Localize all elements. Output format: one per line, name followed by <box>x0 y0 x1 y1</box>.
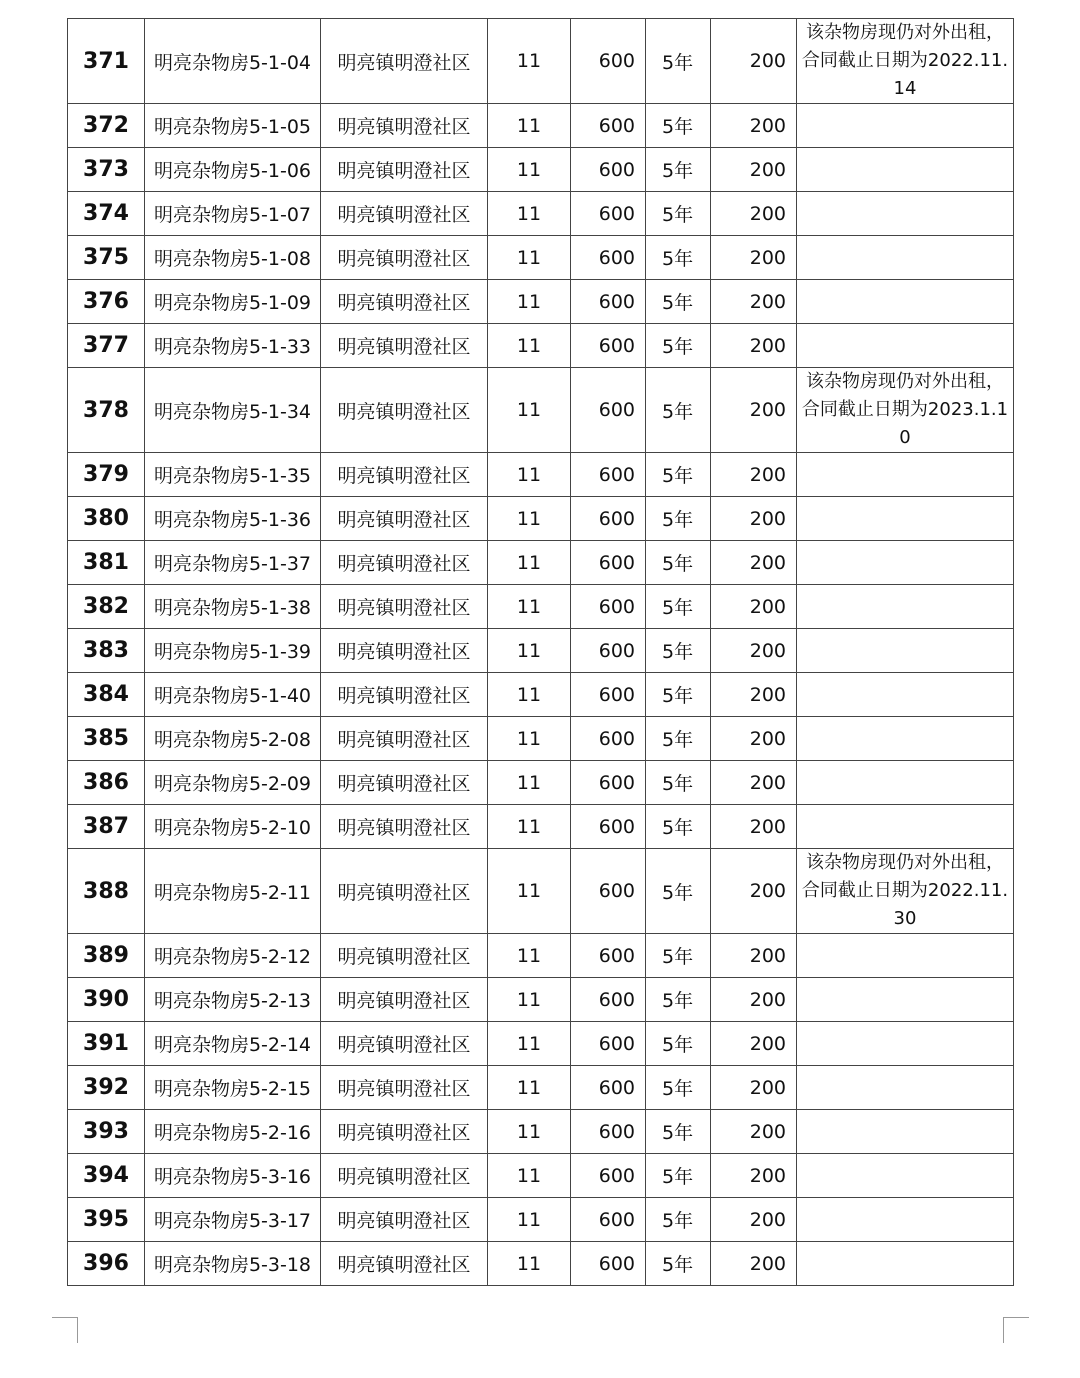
row-number-cell: 386 <box>68 761 145 805</box>
note-cell <box>797 805 1014 849</box>
row-number-cell: 378 <box>68 368 145 453</box>
deposit-cell: 200 <box>711 717 797 761</box>
location-cell: 明亮镇明澄社区 <box>321 1022 488 1066</box>
note-cell <box>797 585 1014 629</box>
area-cell: 11 <box>488 453 571 497</box>
row-number-cell: 380 <box>68 497 145 541</box>
lease-term-cell: 5年 <box>646 324 711 368</box>
lease-term-cell: 5年 <box>646 805 711 849</box>
room-name-cell: 明亮杂物房5-1-08 <box>145 236 321 280</box>
area-cell: 11 <box>488 236 571 280</box>
note-cell <box>797 104 1014 148</box>
row-number-cell: 392 <box>68 1066 145 1110</box>
location-cell: 明亮镇明澄社区 <box>321 1242 488 1286</box>
note-cell <box>797 1154 1014 1198</box>
lease-term-cell: 5年 <box>646 453 711 497</box>
row-number-cell: 372 <box>68 104 145 148</box>
deposit-cell: 200 <box>711 104 797 148</box>
room-name-cell: 明亮杂物房5-1-07 <box>145 192 321 236</box>
price-cell: 600 <box>571 1154 646 1198</box>
note-cell <box>797 1110 1014 1154</box>
deposit-cell: 200 <box>711 1198 797 1242</box>
note-cell <box>797 717 1014 761</box>
row-number-cell: 388 <box>68 849 145 934</box>
location-cell: 明亮镇明澄社区 <box>321 978 488 1022</box>
note-cell <box>797 1022 1014 1066</box>
lease-term-cell: 5年 <box>646 192 711 236</box>
price-cell: 600 <box>571 541 646 585</box>
room-name-cell: 明亮杂物房5-1-35 <box>145 453 321 497</box>
area-cell: 11 <box>488 148 571 192</box>
price-cell: 600 <box>571 849 646 934</box>
deposit-cell: 200 <box>711 453 797 497</box>
note-cell <box>797 192 1014 236</box>
area-cell: 11 <box>488 497 571 541</box>
row-number-cell: 379 <box>68 453 145 497</box>
area-cell: 11 <box>488 1066 571 1110</box>
area-cell: 11 <box>488 324 571 368</box>
lease-term-cell: 5年 <box>646 585 711 629</box>
area-cell: 11 <box>488 541 571 585</box>
room-name-cell: 明亮杂物房5-1-40 <box>145 673 321 717</box>
row-number-cell: 375 <box>68 236 145 280</box>
table-row <box>68 453 1014 497</box>
location-cell: 明亮镇明澄社区 <box>321 629 488 673</box>
table-row <box>68 1066 1014 1110</box>
price-cell: 600 <box>571 1110 646 1154</box>
room-name-cell: 明亮杂物房5-1-37 <box>145 541 321 585</box>
deposit-cell: 200 <box>711 1154 797 1198</box>
location-cell: 明亮镇明澄社区 <box>321 673 488 717</box>
room-name-cell: 明亮杂物房5-1-04 <box>145 19 321 104</box>
location-cell: 明亮镇明澄社区 <box>321 19 488 104</box>
table-row <box>68 368 1014 453</box>
row-number-cell: 385 <box>68 717 145 761</box>
row-number-cell: 387 <box>68 805 145 849</box>
price-cell: 600 <box>571 1022 646 1066</box>
area-cell: 11 <box>488 978 571 1022</box>
row-number-cell: 383 <box>68 629 145 673</box>
area-cell: 11 <box>488 1022 571 1066</box>
price-cell: 600 <box>571 934 646 978</box>
note-cell <box>797 1242 1014 1286</box>
area-cell: 11 <box>488 19 571 104</box>
row-number-cell: 389 <box>68 934 145 978</box>
note-cell <box>797 324 1014 368</box>
note-cell <box>797 236 1014 280</box>
room-name-cell: 明亮杂物房5-2-11 <box>145 849 321 934</box>
lease-term-cell: 5年 <box>646 148 711 192</box>
deposit-cell: 200 <box>711 849 797 934</box>
room-name-cell: 明亮杂物房5-2-15 <box>145 1066 321 1110</box>
table-row <box>68 19 1014 104</box>
deposit-cell: 200 <box>711 934 797 978</box>
table-row <box>68 805 1014 849</box>
lease-term-cell: 5年 <box>646 368 711 453</box>
deposit-cell: 200 <box>711 541 797 585</box>
location-cell: 明亮镇明澄社区 <box>321 280 488 324</box>
table-row <box>68 849 1014 934</box>
table-row <box>68 1154 1014 1198</box>
location-cell: 明亮镇明澄社区 <box>321 1198 488 1242</box>
row-number-cell: 376 <box>68 280 145 324</box>
room-name-cell: 明亮杂物房5-1-33 <box>145 324 321 368</box>
lease-term-cell: 5年 <box>646 1198 711 1242</box>
note-cell <box>797 280 1014 324</box>
price-cell: 600 <box>571 1066 646 1110</box>
lease-term-cell: 5年 <box>646 104 711 148</box>
lease-term-cell: 5年 <box>646 497 711 541</box>
lease-term-cell: 5年 <box>646 1110 711 1154</box>
location-cell: 明亮镇明澄社区 <box>321 104 488 148</box>
lease-term-cell: 5年 <box>646 541 711 585</box>
price-cell: 600 <box>571 280 646 324</box>
note-cell: 该杂物房现仍对外出租，合同截止日期为2023.1.10 <box>797 368 1014 453</box>
deposit-cell: 200 <box>711 19 797 104</box>
price-cell: 600 <box>571 104 646 148</box>
deposit-cell: 200 <box>711 192 797 236</box>
room-name-cell: 明亮杂物房5-3-17 <box>145 1198 321 1242</box>
deposit-cell: 200 <box>711 368 797 453</box>
table-row <box>68 585 1014 629</box>
location-cell: 明亮镇明澄社区 <box>321 236 488 280</box>
area-cell: 11 <box>488 1110 571 1154</box>
price-cell: 600 <box>571 978 646 1022</box>
note-cell <box>797 541 1014 585</box>
note-cell: 该杂物房现仍对外出租，合同截止日期为2022.11.30 <box>797 849 1014 934</box>
room-name-cell: 明亮杂物房5-1-34 <box>145 368 321 453</box>
room-name-cell: 明亮杂物房5-1-05 <box>145 104 321 148</box>
deposit-cell: 200 <box>711 497 797 541</box>
location-cell: 明亮镇明澄社区 <box>321 453 488 497</box>
price-cell: 600 <box>571 19 646 104</box>
room-name-cell: 明亮杂物房5-1-38 <box>145 585 321 629</box>
deposit-cell: 200 <box>711 1110 797 1154</box>
note-cell <box>797 148 1014 192</box>
table-row <box>68 497 1014 541</box>
room-name-cell: 明亮杂物房5-1-06 <box>145 148 321 192</box>
note-cell <box>797 629 1014 673</box>
deposit-cell: 200 <box>711 280 797 324</box>
row-number-cell: 384 <box>68 673 145 717</box>
row-number-cell: 390 <box>68 978 145 1022</box>
lease-term-cell: 5年 <box>646 19 711 104</box>
deposit-cell: 200 <box>711 585 797 629</box>
table-row <box>68 717 1014 761</box>
table-row <box>68 148 1014 192</box>
price-cell: 600 <box>571 717 646 761</box>
table-row <box>68 324 1014 368</box>
row-number-cell: 371 <box>68 19 145 104</box>
deposit-cell: 200 <box>711 761 797 805</box>
note-cell <box>797 761 1014 805</box>
price-cell: 600 <box>571 324 646 368</box>
room-name-cell: 明亮杂物房5-2-16 <box>145 1110 321 1154</box>
row-number-cell: 393 <box>68 1110 145 1154</box>
area-cell: 11 <box>488 805 571 849</box>
price-cell: 600 <box>571 585 646 629</box>
note-cell <box>797 453 1014 497</box>
area-cell: 11 <box>488 934 571 978</box>
note-cell <box>797 1198 1014 1242</box>
area-cell: 11 <box>488 761 571 805</box>
location-cell: 明亮镇明澄社区 <box>321 1110 488 1154</box>
table-row <box>68 541 1014 585</box>
row-number-cell: 391 <box>68 1022 145 1066</box>
location-cell: 明亮镇明澄社区 <box>321 805 488 849</box>
table-row <box>68 1242 1014 1286</box>
deposit-cell: 200 <box>711 1066 797 1110</box>
room-name-cell: 明亮杂物房5-1-36 <box>145 497 321 541</box>
room-name-cell: 明亮杂物房5-3-18 <box>145 1242 321 1286</box>
note-cell <box>797 673 1014 717</box>
deposit-cell: 200 <box>711 978 797 1022</box>
table-row <box>68 934 1014 978</box>
lease-term-cell: 5年 <box>646 761 711 805</box>
price-cell: 600 <box>571 368 646 453</box>
room-name-cell: 明亮杂物房5-1-39 <box>145 629 321 673</box>
area-cell: 11 <box>488 1242 571 1286</box>
room-name-cell: 明亮杂物房5-2-10 <box>145 805 321 849</box>
location-cell: 明亮镇明澄社区 <box>321 717 488 761</box>
note-cell <box>797 1066 1014 1110</box>
lease-term-cell: 5年 <box>646 849 711 934</box>
location-cell: 明亮镇明澄社区 <box>321 497 488 541</box>
area-cell: 11 <box>488 192 571 236</box>
row-number-cell: 396 <box>68 1242 145 1286</box>
deposit-cell: 200 <box>711 324 797 368</box>
area-cell: 11 <box>488 1198 571 1242</box>
price-cell: 600 <box>571 1198 646 1242</box>
page-corner-mark-left <box>52 1317 78 1343</box>
location-cell: 明亮镇明澄社区 <box>321 192 488 236</box>
row-number-cell: 382 <box>68 585 145 629</box>
deposit-cell: 200 <box>711 1022 797 1066</box>
table-row <box>68 236 1014 280</box>
room-name-cell: 明亮杂物房5-2-09 <box>145 761 321 805</box>
area-cell: 11 <box>488 673 571 717</box>
row-number-cell: 377 <box>68 324 145 368</box>
price-cell: 600 <box>571 497 646 541</box>
row-number-cell: 381 <box>68 541 145 585</box>
lease-term-cell: 5年 <box>646 717 711 761</box>
lease-term-cell: 5年 <box>646 280 711 324</box>
storage-room-table <box>67 18 1014 1286</box>
area-cell: 11 <box>488 104 571 148</box>
page-corner-mark-right <box>1003 1317 1029 1343</box>
lease-term-cell: 5年 <box>646 1242 711 1286</box>
price-cell: 600 <box>571 1242 646 1286</box>
row-number-cell: 373 <box>68 148 145 192</box>
price-cell: 600 <box>571 148 646 192</box>
table-row <box>68 673 1014 717</box>
room-name-cell: 明亮杂物房5-2-13 <box>145 978 321 1022</box>
deposit-cell: 200 <box>711 1242 797 1286</box>
area-cell: 11 <box>488 717 571 761</box>
location-cell: 明亮镇明澄社区 <box>321 1154 488 1198</box>
row-number-cell: 374 <box>68 192 145 236</box>
note-cell <box>797 934 1014 978</box>
deposit-cell: 200 <box>711 236 797 280</box>
location-cell: 明亮镇明澄社区 <box>321 368 488 453</box>
table-row <box>68 1110 1014 1154</box>
note-cell <box>797 497 1014 541</box>
price-cell: 600 <box>571 192 646 236</box>
deposit-cell: 200 <box>711 148 797 192</box>
note-cell <box>797 978 1014 1022</box>
location-cell: 明亮镇明澄社区 <box>321 761 488 805</box>
room-name-cell: 明亮杂物房5-2-08 <box>145 717 321 761</box>
price-cell: 600 <box>571 673 646 717</box>
location-cell: 明亮镇明澄社区 <box>321 148 488 192</box>
row-number-cell: 395 <box>68 1198 145 1242</box>
table-row <box>68 192 1014 236</box>
row-number-cell: 394 <box>68 1154 145 1198</box>
location-cell: 明亮镇明澄社区 <box>321 541 488 585</box>
table-row <box>68 104 1014 148</box>
table-row <box>68 280 1014 324</box>
lease-term-cell: 5年 <box>646 934 711 978</box>
lease-term-cell: 5年 <box>646 236 711 280</box>
note-cell: 该杂物房现仍对外出租，合同截止日期为2022.11.14 <box>797 19 1014 104</box>
deposit-cell: 200 <box>711 805 797 849</box>
area-cell: 11 <box>488 849 571 934</box>
location-cell: 明亮镇明澄社区 <box>321 1066 488 1110</box>
room-name-cell: 明亮杂物房5-3-16 <box>145 1154 321 1198</box>
area-cell: 11 <box>488 280 571 324</box>
lease-term-cell: 5年 <box>646 1154 711 1198</box>
price-cell: 600 <box>571 236 646 280</box>
lease-term-cell: 5年 <box>646 1022 711 1066</box>
area-cell: 11 <box>488 1154 571 1198</box>
price-cell: 600 <box>571 629 646 673</box>
price-cell: 600 <box>571 805 646 849</box>
area-cell: 11 <box>488 585 571 629</box>
price-cell: 600 <box>571 453 646 497</box>
table-row <box>68 1198 1014 1242</box>
location-cell: 明亮镇明澄社区 <box>321 849 488 934</box>
room-name-cell: 明亮杂物房5-2-14 <box>145 1022 321 1066</box>
area-cell: 11 <box>488 629 571 673</box>
lease-term-cell: 5年 <box>646 629 711 673</box>
price-cell: 600 <box>571 761 646 805</box>
location-cell: 明亮镇明澄社区 <box>321 324 488 368</box>
lease-term-cell: 5年 <box>646 978 711 1022</box>
lease-term-cell: 5年 <box>646 1066 711 1110</box>
area-cell: 11 <box>488 368 571 453</box>
table-body <box>68 19 1014 1286</box>
table-row <box>68 629 1014 673</box>
location-cell: 明亮镇明澄社区 <box>321 585 488 629</box>
table-row <box>68 761 1014 805</box>
deposit-cell: 200 <box>711 629 797 673</box>
room-name-cell: 明亮杂物房5-2-12 <box>145 934 321 978</box>
location-cell: 明亮镇明澄社区 <box>321 934 488 978</box>
room-name-cell: 明亮杂物房5-1-09 <box>145 280 321 324</box>
storage-room-table-page <box>67 18 1013 1286</box>
table-row <box>68 1022 1014 1066</box>
table-row <box>68 978 1014 1022</box>
lease-term-cell: 5年 <box>646 673 711 717</box>
deposit-cell: 200 <box>711 673 797 717</box>
